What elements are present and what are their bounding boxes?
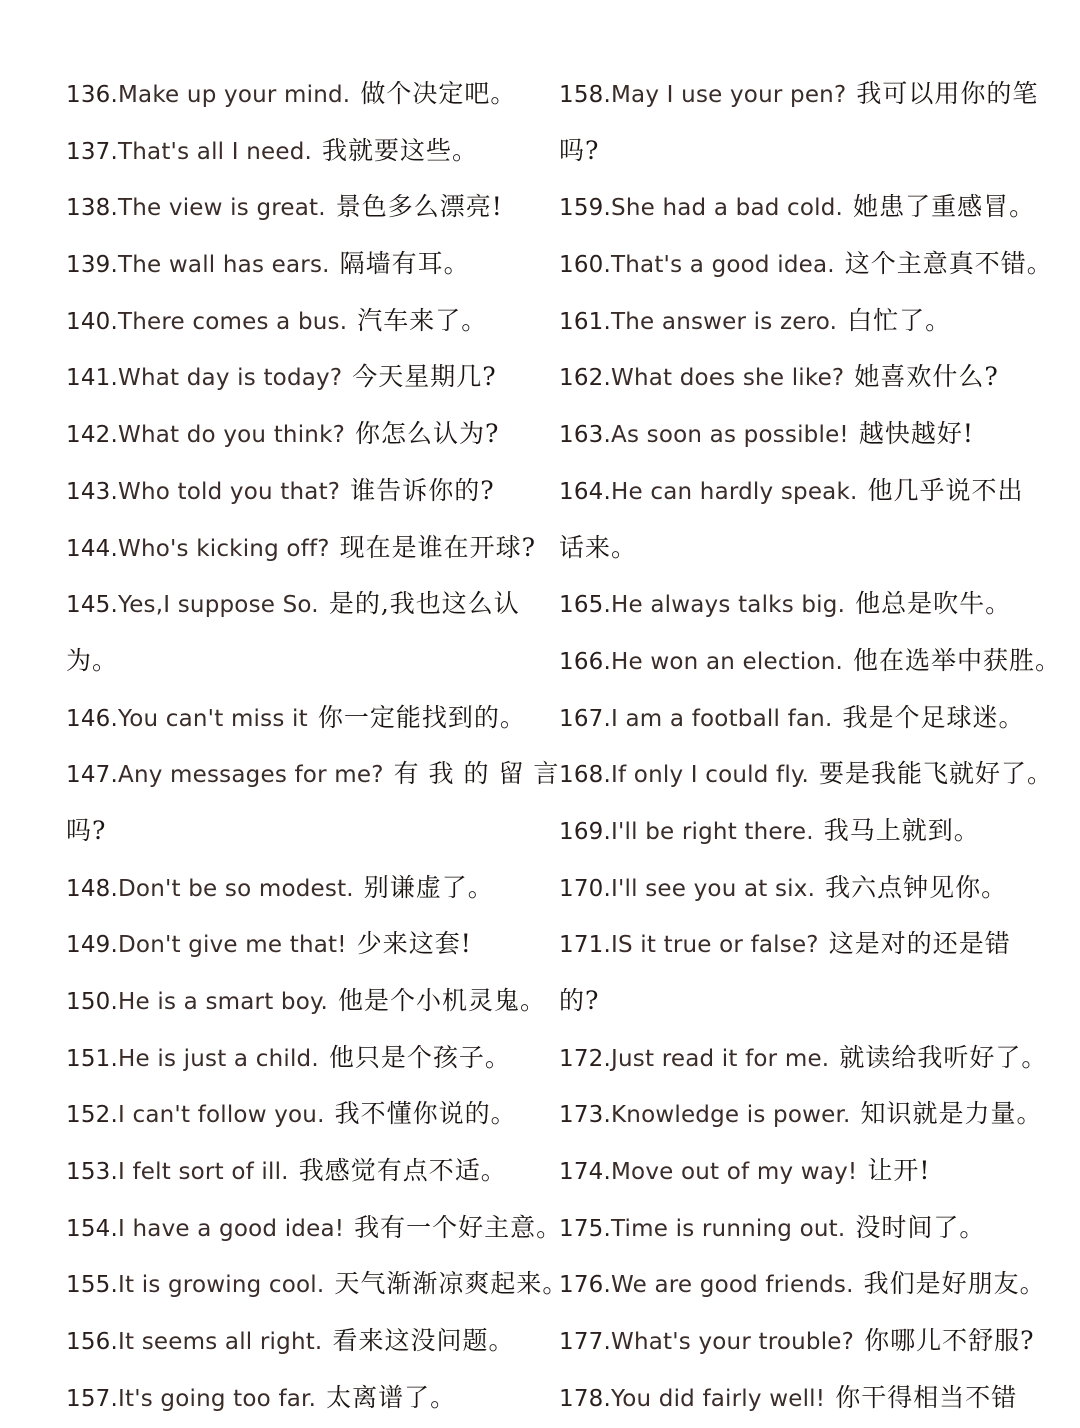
phrase-continuation: [66, 803, 536, 860]
phrase-entry: [559, 1200, 1059, 1257]
chinese-translation: 吗?: [559, 135, 600, 165]
entry-number: 136.: [66, 82, 119, 108]
entry-number: 158.: [559, 82, 612, 108]
english-phrase: I'll see you at six.: [611, 875, 816, 902]
entry-number: 160.: [559, 252, 612, 279]
chinese-translation: 这个主意真不错。: [844, 249, 1053, 279]
english-phrase: Yes,I suppose So.: [118, 592, 319, 619]
english-phrase: What does she like?: [611, 365, 845, 392]
entry-number: 161.: [559, 308, 612, 335]
chinese-translation: 谁告诉你的?: [350, 475, 495, 505]
phrase-entry: [66, 66, 536, 123]
phrase-entry: [559, 803, 1059, 860]
chinese-translation: 她喜欢什么?: [854, 362, 999, 392]
phrase-entry: [559, 576, 1059, 633]
phrase-entry: [559, 463, 1059, 520]
chinese-translation: 现在是谁在开球?: [339, 532, 537, 562]
chinese-translation: 看来这没问题。: [332, 1326, 515, 1356]
english-phrase: We are good friends.: [611, 1272, 854, 1299]
entry-number: 139.: [66, 252, 119, 279]
chinese-translation: 我不懂你说的。: [334, 1099, 517, 1129]
chinese-translation: 要是我能飞就好了。: [819, 759, 1054, 789]
chinese-translation: 白忙了。: [847, 305, 952, 335]
english-phrase: I'll be right there.: [611, 818, 814, 845]
chinese-translation: 我们是好朋友。: [863, 1269, 1046, 1299]
entry-number: 176.: [559, 1272, 612, 1299]
chinese-translation: 我感觉有点不适。: [298, 1156, 507, 1186]
chinese-translation: 隔墙有耳。: [339, 249, 470, 279]
chinese-translation: 他在选举中获胜。: [853, 645, 1062, 675]
phrase-entry: [559, 1370, 1059, 1427]
english-phrase: Knowledge is power.: [611, 1102, 851, 1129]
chinese-translation: 别谦虚了。: [363, 872, 494, 902]
entry-number: 137.: [66, 138, 119, 165]
phrase-entry: [559, 349, 1059, 406]
phrase-entry: [66, 1086, 536, 1143]
chinese-translation: 天气渐渐凉爽起来。: [334, 1269, 569, 1299]
entry-number: 170.: [559, 875, 612, 902]
chinese-translation: 你一定能找到的。: [317, 702, 526, 732]
entry-number: 156.: [66, 1329, 119, 1356]
english-phrase: As soon as possible!: [611, 422, 849, 449]
phrase-entry: [559, 236, 1059, 293]
phrase-entry: [559, 690, 1059, 747]
english-phrase: What do you think?: [118, 422, 346, 449]
phrase-entry: [559, 916, 1059, 973]
chinese-translation: 少来这套!: [356, 929, 472, 959]
chinese-translation: 汽车来了。: [357, 305, 488, 335]
chinese-translation: 吗?: [66, 815, 107, 845]
phrase-entry: [66, 123, 536, 180]
english-phrase: He is a smart boy.: [118, 989, 329, 1015]
english-phrase: I am a football fan.: [611, 705, 833, 732]
phrase-entry: [66, 349, 536, 406]
phrase-continuation: [559, 520, 1059, 577]
entry-number: 154.: [66, 1215, 119, 1242]
chinese-translation: 太离谱了。: [326, 1382, 457, 1412]
chinese-translation: 没时间了。: [855, 1212, 986, 1242]
chinese-translation: 就读给我听好了。: [839, 1042, 1048, 1072]
right-column: [559, 66, 1062, 1427]
chinese-translation: 我就要这些。: [322, 135, 479, 165]
chinese-translation: 他总是吹牛。: [855, 589, 1012, 619]
phrase-entry: [559, 860, 1059, 917]
english-phrase: He always talks big.: [611, 592, 846, 619]
chinese-translation: 是的,我也这么认: [328, 589, 520, 619]
phrase-entry: [559, 1256, 1059, 1313]
phrase-entry: [559, 179, 1059, 236]
entry-number: 157.: [66, 1385, 119, 1412]
entry-number: 145.: [66, 592, 119, 619]
phrase-entry: [66, 406, 536, 463]
english-phrase: She had a bad cold.: [611, 195, 844, 222]
chinese-translation: 有 我 的 留 言: [393, 759, 560, 789]
entry-number: 177.: [559, 1329, 612, 1356]
phrase-continuation: [559, 123, 1059, 180]
entry-number: 153.: [66, 1159, 119, 1186]
chinese-translation: 这是对的还是错: [828, 929, 1011, 959]
phrase-entry: [559, 1313, 1059, 1370]
phrase-entry: [559, 633, 1062, 690]
english-phrase: Just read it for me.: [611, 1045, 830, 1072]
entry-number: 144.: [66, 535, 119, 562]
phrase-entry: [66, 1030, 536, 1087]
english-phrase: He is just a child.: [118, 1045, 319, 1072]
chinese-translation: 我可以用你的笔: [856, 79, 1039, 108]
phrase-entry: [66, 179, 536, 236]
phrase-entry: [66, 293, 536, 350]
chinese-translation: 让开!: [867, 1156, 931, 1186]
chinese-translation: 为。: [66, 645, 119, 675]
chinese-translation: 做个决定吧。: [360, 79, 517, 108]
english-phrase: The view is great.: [118, 195, 326, 222]
entry-number: 138.: [66, 195, 119, 222]
chinese-translation: 你哪儿不舒服?: [864, 1326, 1035, 1356]
phrase-entry: [559, 66, 1059, 123]
english-phrase: You did fairly well!: [611, 1385, 826, 1412]
english-phrase: The answer is zero.: [611, 308, 838, 335]
phrase-entry: [66, 916, 536, 973]
phrase-entry: [66, 860, 536, 917]
entry-number: 141.: [66, 365, 119, 392]
entry-number: 150.: [66, 989, 119, 1015]
entry-number: 147.: [66, 762, 119, 789]
chinese-translation: 话来。: [559, 532, 638, 562]
chinese-translation: 他只是个孩子。: [328, 1042, 511, 1072]
english-phrase: You can't miss it: [118, 705, 308, 732]
entry-number: 167.: [559, 705, 612, 732]
entry-number: 140.: [66, 308, 119, 335]
entry-number: 175.: [559, 1215, 612, 1242]
entry-number: 143.: [66, 478, 119, 505]
phrase-entry: [66, 1370, 536, 1427]
chinese-translation: 她患了重感冒。: [853, 192, 1036, 222]
entry-number: 151.: [66, 1045, 119, 1072]
phrase-entry: [66, 1200, 563, 1257]
entry-number: 164.: [559, 478, 612, 505]
english-phrase: Make up your mind.: [118, 82, 351, 108]
english-phrase: I have a good idea!: [118, 1215, 345, 1242]
entry-number: 166.: [559, 648, 612, 675]
chinese-translation: 的?: [559, 986, 600, 1015]
phrase-entry: [66, 746, 560, 803]
english-phrase: Who's kicking off?: [118, 535, 330, 562]
english-phrase: It is growing cool.: [118, 1272, 325, 1299]
entry-number: 171.: [559, 932, 612, 959]
english-phrase: What day is today?: [118, 365, 343, 392]
english-phrase: Move out of my way!: [611, 1159, 858, 1186]
chinese-translation: 他是个小机灵鬼。: [338, 986, 547, 1015]
entry-number: 173.: [559, 1102, 612, 1129]
phrase-entry: [559, 1030, 1059, 1087]
english-phrase: There comes a bus.: [118, 308, 348, 335]
english-phrase: That's all I need.: [118, 138, 313, 165]
english-phrase: Who told you that?: [118, 478, 341, 505]
english-phrase: I can't follow you.: [118, 1102, 325, 1129]
chinese-translation: 今天星期几?: [352, 362, 497, 392]
english-phrase: What's your trouble?: [611, 1329, 855, 1356]
phrase-continuation: [559, 973, 1059, 1030]
english-phrase: May I use your pen?: [611, 82, 847, 108]
english-phrase: Time is running out.: [611, 1215, 846, 1242]
english-phrase: He can hardly speak.: [611, 478, 858, 505]
left-column: [66, 66, 569, 1427]
phrase-entry: [66, 576, 536, 633]
chinese-translation: 景色多么漂亮!: [335, 192, 503, 222]
phrase-entry: [559, 1086, 1059, 1143]
phrase-entry: [559, 746, 1059, 803]
phrase-entry: [66, 690, 536, 747]
phrase-entry: [66, 1143, 536, 1200]
phrase-entry: [66, 1256, 569, 1313]
english-phrase: Don't be so modest.: [118, 875, 354, 902]
chinese-translation: 越快越好!: [858, 419, 974, 449]
entry-number: 172.: [559, 1045, 612, 1072]
phrase-entry: [559, 406, 1059, 463]
english-phrase: The wall has ears.: [118, 252, 330, 279]
phrase-entry: [66, 1313, 536, 1370]
chinese-translation: 你怎么认为?: [355, 419, 500, 449]
phrase-entry: [66, 973, 547, 1030]
entry-number: 174.: [559, 1159, 612, 1186]
english-phrase: It's going too far.: [118, 1385, 317, 1412]
chinese-translation: 我六点钟见你。: [825, 872, 1008, 902]
entry-number: 159.: [559, 195, 612, 222]
english-phrase: If only I could fly.: [611, 762, 809, 789]
chinese-translation: 我有一个好主意。: [354, 1212, 563, 1242]
english-phrase: It seems all right.: [118, 1329, 323, 1356]
entry-number: 152.: [66, 1102, 119, 1129]
entry-number: 149.: [66, 932, 119, 959]
english-phrase: Any messages for me?: [118, 762, 384, 789]
chinese-translation: 我是个足球迷。: [842, 702, 1025, 732]
english-phrase: He won an election.: [611, 648, 844, 675]
phrase-entry: [66, 236, 536, 293]
chinese-translation: 你干得相当不错: [835, 1382, 1018, 1412]
english-phrase: IS it true or false?: [611, 932, 819, 959]
english-phrase: I felt sort of ill.: [118, 1159, 289, 1186]
phrase-entry: [559, 1143, 1059, 1200]
entry-number: 146.: [66, 705, 119, 732]
english-phrase: That's a good idea.: [611, 252, 835, 279]
entry-number: 165.: [559, 592, 612, 619]
chinese-translation: 他几乎说不出: [867, 475, 1024, 505]
phrase-entry: [66, 463, 536, 520]
entry-number: 155.: [66, 1272, 119, 1299]
entry-number: 163.: [559, 422, 612, 449]
english-phrase: Don't give me that!: [118, 932, 347, 959]
phrase-entry: [559, 293, 1059, 350]
entry-number: 169.: [559, 818, 612, 845]
chinese-translation: 知识就是力量。: [860, 1099, 1043, 1129]
entry-number: 178.: [559, 1385, 612, 1412]
entry-number: 162.: [559, 365, 612, 392]
entry-number: 168.: [559, 762, 612, 789]
entry-number: 148.: [66, 875, 119, 902]
chinese-translation: 我马上就到。: [823, 815, 980, 845]
phrase-continuation: [66, 633, 536, 690]
phrase-entry: [66, 520, 536, 577]
entry-number: 142.: [66, 422, 119, 449]
